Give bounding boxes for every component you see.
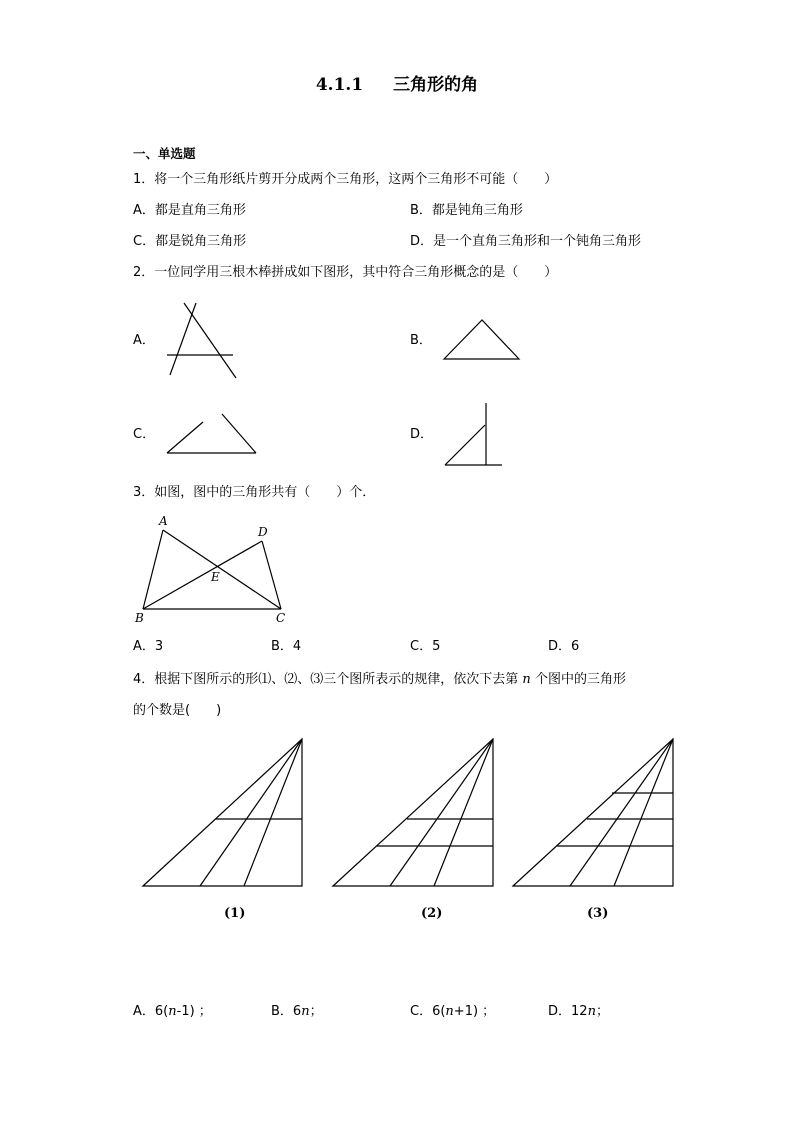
q1-option-d: D．是一个直角三角形和一个钝角三角形 (410, 234, 642, 249)
point-label-d: D (258, 525, 268, 539)
q4-figure-label-1: (1) (224, 906, 246, 921)
q1-option-a: A．都是直角三角形 (133, 203, 246, 218)
q4-option-d-post: ； (595, 1004, 609, 1019)
q4-option-a-pre: 6( (154, 1004, 169, 1019)
title-text: 三角形的角 (393, 75, 479, 95)
q4-option-c-post: +1) ； (453, 1004, 496, 1019)
q2-option-b-label: B． (410, 333, 432, 348)
q4-stem-line2: 的个数是( ) (133, 703, 222, 718)
section-heading: 一、单选题 (133, 146, 196, 161)
q4-option-b-letter: B． (271, 1004, 293, 1019)
q4-option-d-letter: D． (548, 1004, 572, 1019)
q3-option-a: A．3 (133, 639, 164, 654)
q2-option-d-label: D． (410, 427, 434, 442)
q2-option-a-label: A． (133, 333, 155, 348)
q3-option-b: B．4 (271, 639, 302, 654)
q4-option-a-post: -1) ； (176, 1004, 212, 1019)
q4-option-c-letter: C． (410, 1004, 433, 1019)
q3-option-d: D．6 (548, 639, 580, 654)
q4-option-c-pre: 6( (432, 1004, 446, 1019)
q3-stem: 3．如图，图中的三角形共有（ ）个． (133, 485, 376, 500)
q4-option-b (271, 1003, 323, 1021)
point-label-a: A (159, 514, 168, 528)
q4-option-c-var: n (445, 1004, 454, 1019)
q4-option-d-var: n (587, 1004, 596, 1019)
q4-option-a-letter: A． (133, 1004, 155, 1019)
point-label-e: E (211, 570, 220, 584)
title-number: 4.1.1 (315, 75, 364, 95)
q4-figure-label-2: (2) (421, 906, 443, 921)
q4-stem-part2: 个图中的三角形 (534, 672, 626, 687)
q1-stem: 1．将一个三角形纸片剪开分成两个三角形，这两个三角形不可能（ ） (133, 172, 558, 187)
q1-option-c: C．都是锐角三角形 (133, 234, 247, 249)
q4-option-d-pre: 12 (571, 1004, 588, 1019)
q1-option-b: B．都是钝角三角形 (410, 203, 523, 218)
q3-option-c: C．5 (410, 639, 441, 654)
q4-option-b-var: n (301, 1004, 310, 1019)
q4-figure-label-3: (3) (587, 906, 609, 921)
q4-option-a-var: n (168, 1004, 177, 1019)
q4-option-b-post: ； (309, 1004, 323, 1019)
q2-stem: 2．一位同学用三根木棒拼成如下图形，其中符合三角形概念的是（ ） (133, 265, 558, 280)
q4-option-b-pre: 6 (292, 1004, 302, 1019)
q2-option-c-label: C． (133, 427, 156, 442)
q4-option-d (548, 1003, 609, 1021)
q4-option-a (133, 1003, 212, 1021)
q4-option-c (410, 1003, 495, 1021)
point-label-c: C (276, 611, 286, 625)
q4-stem-part1: 4．根据下图所示的形⑴、⑵、⑶三个图所表示的规律，依次下去第 (133, 672, 519, 687)
point-label-b: B (135, 611, 144, 625)
q4-stem-variable: n (522, 672, 531, 687)
